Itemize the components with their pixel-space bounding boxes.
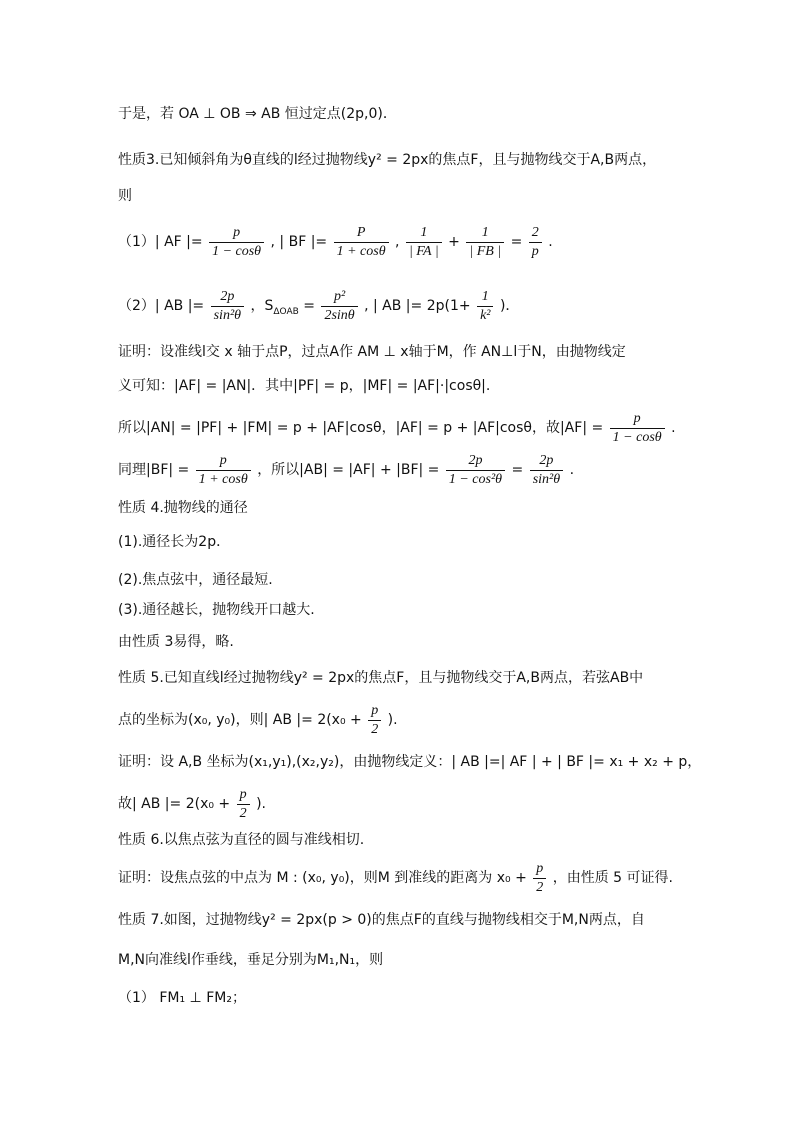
numerator: 1 <box>406 224 442 243</box>
denominator: | FB | <box>469 243 502 259</box>
line-text: 证明：设 A,B 坐标为(x₁,y₁),(x₂,y₂)，由抛物线定义：| AB |=| AF | + | BF |= x₁ + x₂ + p， <box>118 754 702 770</box>
fraction <box>209 224 264 261</box>
line-text: 故| AB |= 2(x₀ + <box>118 796 231 812</box>
proof-line <box>118 342 754 362</box>
denominator: 1 − cos²θ <box>448 471 503 487</box>
proof-line <box>118 408 754 448</box>
line-text: 由性质 3易得，略. <box>118 634 234 650</box>
proof-line <box>118 858 754 898</box>
proof-line <box>118 752 754 772</box>
list-item <box>118 532 754 552</box>
denominator: k² <box>480 307 491 323</box>
fraction <box>530 452 563 489</box>
fraction <box>610 410 665 447</box>
line-text: ). <box>387 712 398 728</box>
line-text: (2).焦点弦中，通径最短. <box>118 572 273 588</box>
denominator: sin²θ <box>532 471 561 487</box>
line-text: 性质 4.抛物线的通径 <box>118 500 248 516</box>
property-3-heading <box>118 150 754 170</box>
formula-line-1 <box>118 222 754 262</box>
denominator: 2 <box>536 879 544 895</box>
list-item <box>118 988 754 1008</box>
line-text: （1）| AF |= <box>118 234 203 250</box>
property-6-heading <box>118 830 754 850</box>
subscript: ΔOAB <box>273 306 299 317</box>
proof-line <box>118 450 754 490</box>
line-text: 点的坐标为(x₀, y₀)，则| AB |= 2(x₀ + <box>118 712 362 728</box>
line-text: (3).通径越长，抛物线开口越大. <box>118 602 315 618</box>
numerator: p² <box>321 288 357 307</box>
property-5-heading <box>118 668 754 688</box>
line-text: , | BF |= <box>270 234 328 250</box>
line-text: 证明：设准线l交 x 轴于点P，过点A作 AM ⊥ x轴于M，作 AN⊥l于N，由抛物线定 <box>118 344 626 360</box>
line-text: 证明：设焦点弦的中点为 M : (x₀, y₀)，则M 到准线的距离为 x₀ + <box>118 870 527 886</box>
fraction <box>477 288 493 325</box>
fraction <box>466 224 504 261</box>
line-text: . <box>671 420 676 436</box>
denominator: 2 <box>239 805 247 821</box>
denominator: | FA | <box>408 243 439 259</box>
denominator: p <box>531 243 539 259</box>
fraction <box>368 702 381 739</box>
numerator: 2p <box>211 288 244 307</box>
list-item <box>118 570 754 590</box>
fraction <box>321 288 357 325</box>
list-item <box>118 600 754 620</box>
fraction <box>334 224 389 261</box>
numerator: p <box>237 786 250 805</box>
numerator: p <box>209 224 264 243</box>
fraction <box>406 224 442 261</box>
line-text: 性质 5.已知直线l经过抛物线y² = 2px的焦点F，且与抛物线交于A,B两点，若弦AB中 <box>118 670 644 686</box>
fraction <box>529 224 542 261</box>
numerator: 1 <box>477 288 493 307</box>
numerator: p <box>533 860 546 879</box>
line-text: 于是，若 OA ⊥ OB ⇒ AB 恒过定点(2p,0)． <box>118 106 397 122</box>
text-line <box>118 950 754 970</box>
numerator: p <box>196 452 251 471</box>
proof-line <box>118 376 754 396</box>
denominator: 2sinθ <box>324 307 355 323</box>
line-text: , <box>395 234 400 250</box>
line-text: M,N向准线l作垂线，垂足分别为M₁,N₁，则 <box>118 952 384 968</box>
property-4-heading <box>118 498 754 518</box>
line-text: , | AB |= 2p(1+ <box>364 298 471 314</box>
line-text: 义可知：|AF| = |AN|．其中|PF| = p，|MF| = |AF|·|cosθ|. <box>118 378 491 394</box>
line-text: ，由性质 5 可证得. <box>552 870 673 886</box>
line-text: ，所以|AB| = |AF| + |BF| = <box>257 462 440 478</box>
fraction <box>533 860 546 897</box>
line-text: 所以|AN| = |PF| + |FM| = p + |AF|cosθ，|AF| = p + |AF|cosθ，故|AF| = <box>118 420 604 436</box>
line-text: . <box>548 234 553 250</box>
line-text: 性质 7.如图，过抛物线y² = 2px(p > 0)的焦点F的直线与抛物线相交于M,N两点，自 <box>118 912 645 928</box>
fraction <box>446 452 505 489</box>
text-line <box>118 700 754 740</box>
numerator: 2p <box>446 452 505 471</box>
denominator: 1 − cosθ <box>212 243 262 259</box>
denominator: 2 <box>371 721 379 737</box>
denominator: sin²θ <box>213 307 242 323</box>
text-line <box>118 632 754 652</box>
denominator: 1 + cosθ <box>198 471 248 487</box>
line-text: = <box>511 462 524 478</box>
proof-line <box>118 784 754 824</box>
text-line <box>118 186 754 206</box>
text-line <box>118 104 754 124</box>
property-7-heading <box>118 910 754 930</box>
numerator: P <box>334 224 389 243</box>
line-text: ). <box>256 796 266 812</box>
line-text: （2）| AB |= <box>118 298 205 314</box>
numerator: 2p <box>530 452 563 471</box>
line-text: . <box>569 462 575 478</box>
line-text: + <box>448 234 460 250</box>
numerator: p <box>368 702 381 721</box>
line-text: (1).通径长为2p． <box>118 534 231 550</box>
line-text: = <box>303 298 315 314</box>
denominator: 1 + cosθ <box>336 243 386 259</box>
line-text: ，S <box>250 298 274 314</box>
fraction <box>196 452 251 489</box>
denominator: 1 − cosθ <box>612 429 662 445</box>
line-text: 同理|BF| = <box>118 462 190 478</box>
fraction <box>211 288 244 325</box>
line-text: 性质 6.以焦点弦为直径的圆与准线相切. <box>118 832 365 848</box>
numerator: 2 <box>529 224 542 243</box>
line-text: 则 <box>118 188 132 204</box>
line-text: )． <box>499 298 520 314</box>
fraction <box>237 786 250 823</box>
formula-line-2 <box>118 286 754 332</box>
numerator: p <box>610 410 665 429</box>
line-text: （1） FM₁ ⊥ FM₂； <box>118 990 246 1006</box>
line-text: = <box>510 234 523 250</box>
numerator: 1 <box>466 224 504 243</box>
line-text: 性质3.已知倾斜角为θ直线的l经过抛物线y² = 2px的焦点F，且与抛物线交于A,B两点， <box>118 152 657 168</box>
